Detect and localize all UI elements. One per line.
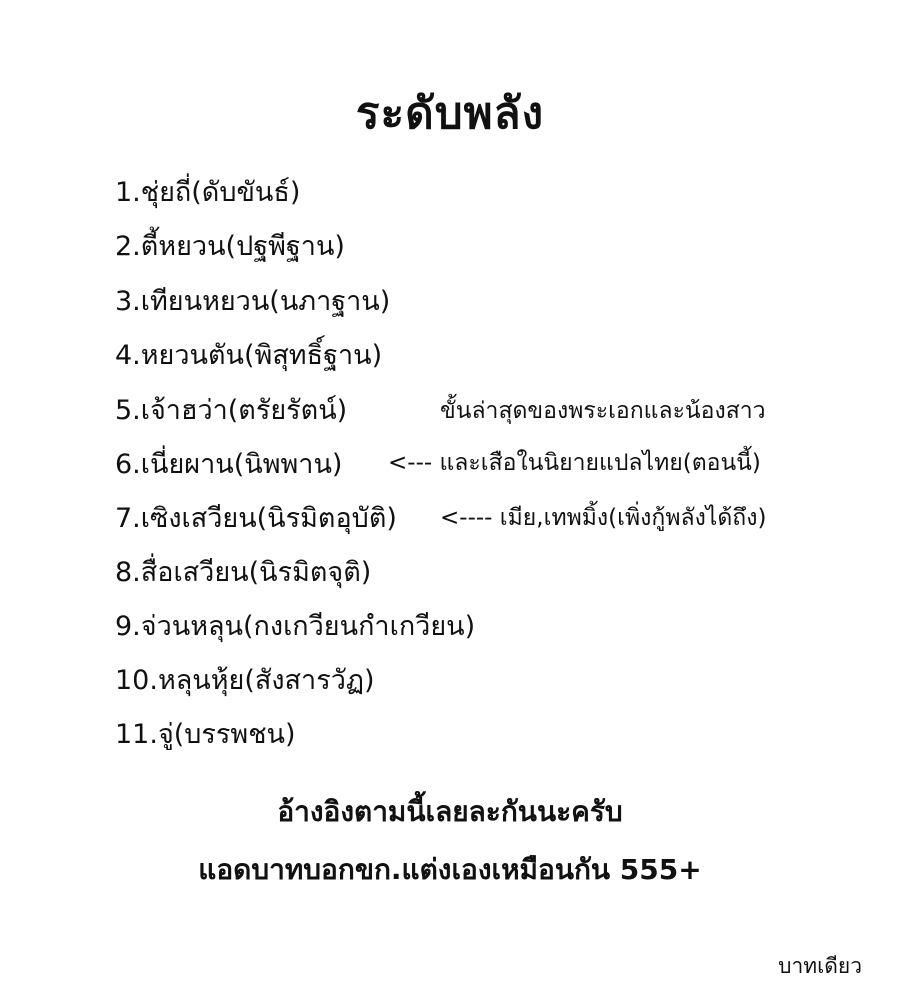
level-item-8: 8.สื่อเสวียน(นิรมิตจุติ)	[115, 557, 372, 588]
level-item-5: 5.เจ้าฮว่า(ตรัยรัตน์)	[115, 395, 348, 426]
footer-line-2: แอดบาทบอกขก.แต่งเองเหมือนกัน 555+	[198, 853, 702, 886]
footer-line-1: อ้างอิงตามนี้เลยละกันนะครับ	[277, 795, 623, 828]
level-item-9: 9.จ่วนหลุน(กงเกวียนกำเกวียน)	[115, 611, 476, 642]
note-level-6: <--- และเสือในนิยายแปลไทย(ตอนนี้)	[388, 450, 761, 476]
level-item-3: 3.เทียนหยวน(นภาฐาน)	[115, 286, 391, 317]
level-item-10: 10.หลุนหุ้ย(สังสารวัฏ)	[115, 665, 375, 696]
level-item-7: 7.เซิงเสวียน(นิรมิตอุบัติ)	[115, 503, 397, 534]
note-level-5: ขั้นล่าสุดของพระเอกและน้องสาว	[440, 398, 766, 424]
level-item-6: 6.เนี่ยผาน(นิพพาน)	[115, 449, 343, 480]
credit-signature: บาทเดียว	[778, 954, 862, 978]
page-title: ระดับพลัง	[355, 88, 545, 139]
level-item-4: 4.หยวนตัน(พิสุทธิ์ฐาน)	[115, 340, 383, 371]
level-item-2: 2.ตี้หยวน(ปฐพีฐาน)	[115, 231, 345, 262]
level-item-1: 1.ชุ่ยถี่(ดับขันธ์)	[115, 177, 301, 208]
level-item-11: 11.จู่(บรรพชน)	[115, 719, 296, 750]
note-level-7: <---- เมีย,เทพมิ้ง(เพิ่งกู้พลังได้ถึง)	[440, 505, 767, 531]
